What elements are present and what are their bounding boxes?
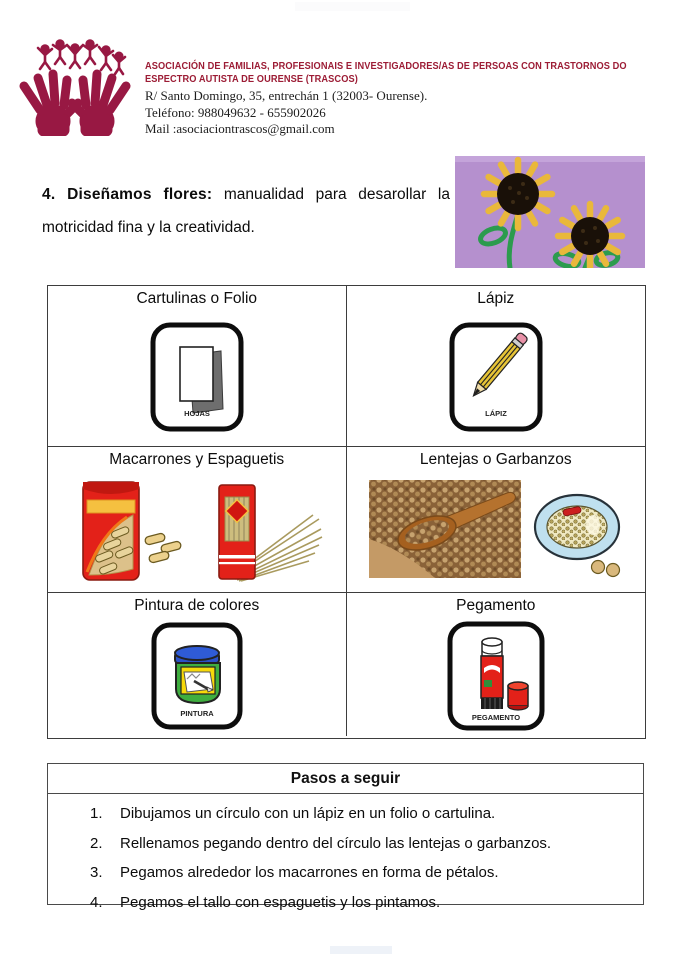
pintura-caption: PINTURA (180, 708, 214, 718)
material-label: Lentejas o Garbanzos (419, 451, 572, 468)
step-text: Rellenamos pegando dentro del círculo las lentejas o garbanzos. (120, 834, 552, 852)
step-item (90, 805, 627, 822)
macaroni-package-icon (83, 482, 139, 580)
legumes-illustration (365, 477, 627, 585)
step-number: 1. (90, 805, 103, 822)
step-number: 3. (90, 864, 103, 881)
glue-cap-icon (508, 682, 528, 710)
step-item (90, 894, 627, 911)
org-phone: Teléfono: 988049632 - 655902026 (145, 104, 326, 120)
step-number: 4. (90, 893, 103, 911)
material-cell-lentejas (347, 447, 646, 593)
steps-list (48, 794, 643, 911)
pegamento-pictogram-icon (446, 620, 546, 732)
hojas-pictogram-icon (149, 321, 245, 433)
step-text: Pegamos el tallo con espaguetis y los pintamos. (120, 893, 441, 911)
material-label: Pintura de colores (134, 597, 260, 614)
material-cell-macarrones (48, 447, 347, 593)
macaroni-pieces-icon (144, 532, 181, 563)
pasta-packages-illustration (69, 477, 325, 585)
watermark-top (295, 2, 410, 11)
hojas-caption: HOJAS (183, 409, 210, 418)
steps-title: Pasos a seguir (48, 764, 643, 794)
step-number: 2. (90, 834, 103, 852)
activity-description: manualidad para desarollar la motricidad fina y la creatividad. (42, 186, 450, 236)
org-address: R/ Santo Domingo, 35, entrechán 1 (32003- Ourense). (145, 88, 428, 103)
material-cell-pegamento (347, 593, 646, 736)
spaghetti-package-icon (219, 485, 255, 579)
material-cell-cartulinas (48, 286, 347, 447)
steps-box (47, 763, 644, 911)
pegamento-caption: PEGAMENTO (471, 712, 520, 722)
step-item (90, 835, 627, 852)
step-item (90, 864, 627, 881)
lentil-plate-icon (535, 495, 620, 577)
chickpea-pair-icon (591, 560, 619, 576)
lapiz-caption: LÁPIZ (484, 409, 507, 418)
org-mail: Mail :asociaciontrascos@gmail.com (145, 121, 335, 136)
activity-title (42, 178, 450, 244)
material-label: Cartulinas o Folio (136, 290, 258, 307)
chickpeas-photo (369, 480, 521, 578)
activity-number-label: 4. Diseñamos flores: (42, 186, 213, 203)
material-label: Lápiz (477, 290, 515, 307)
step-text: Dibujamos un círculo con un lápiz en un folio o cartulina. (120, 805, 496, 822)
watermark-bottom (330, 946, 392, 954)
header-contact-block (145, 60, 683, 138)
org-name: ASOCIACIÓN DE FAMILIAS, PROFESIONAIS E INVESTIGADORES/AS DE PERSOAS CON TRASTORNOS DO ESPECTRO AUTISTA DE OURENSE (TRASCOS) (145, 60, 627, 85)
material-cell-pintura (48, 593, 347, 736)
pintura-pictogram-icon (150, 621, 244, 731)
material-label: Pegamento (456, 597, 536, 614)
lapiz-pictogram-icon (448, 321, 544, 433)
material-cell-lapiz (347, 286, 646, 447)
sunflower-craft-photo (455, 156, 645, 268)
material-label: Macarrones y Espaguetis (109, 451, 285, 468)
materials-table (47, 285, 646, 739)
step-text: Pegamos alrededor los macarrones en forma de pétalos. (120, 864, 499, 881)
trascos-logo-icon (14, 36, 136, 136)
